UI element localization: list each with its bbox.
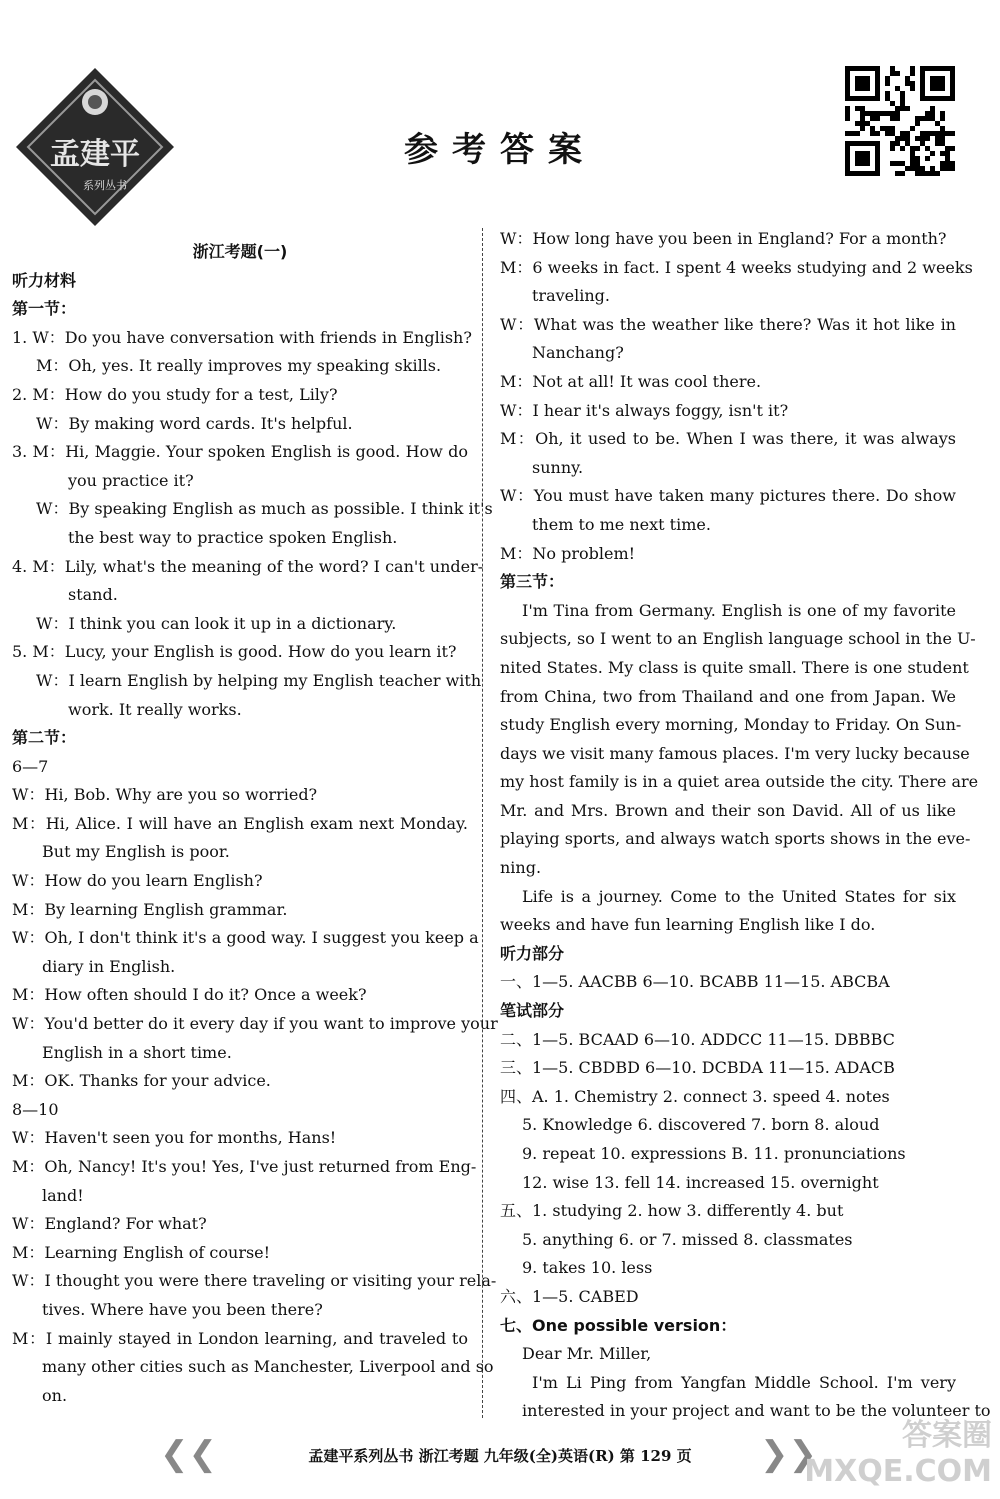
left-text-line: many other cities such as Manchester, Liverpool and so [42,1357,494,1377]
right-text-line: 一、1—5. AACBB 6—10. BCABB 11—15. ABCBA [500,972,890,992]
left-text-line: W：Haven't seen you for months, Hans! [12,1128,337,1148]
left-text-line: 8—10 [12,1099,59,1119]
left-text-line: W：I learn English by helping my English teacher with [36,670,482,690]
left-text-line: W：By making word cards. It's helpful. [36,413,353,433]
left-text-line: 5. M：Lucy, your English is good. How do you learn it? [12,642,457,662]
right-text-line: ning. [500,858,542,878]
right-text-line: 5. anything 6. or 7. missed 8. classmates [522,1229,853,1249]
right-text-line: Dear Mr. Miller, [522,1344,652,1364]
left-text-line: 第一节： [12,299,77,319]
left-text-line: M：Oh, Nancy! It's you! Yes, I've just returned from Eng- [12,1157,477,1176]
left-text-line: on. [42,1385,68,1405]
left-text-line: 6—7 [12,756,49,776]
right-text-line: 12. wise 13. fell 14. increased 15. overnight [522,1172,879,1192]
right-text-line: W：What was the weather like there? Was it hot like in [500,314,956,334]
page-title: 参考答案 [404,130,596,170]
left-text-line: the best way to practice spoken English. [68,527,398,547]
left-text-line: stand. [68,585,118,605]
left-text-line: 第二节： [12,728,77,748]
column-divider [482,228,483,1418]
left-text-line: diary in English. [42,956,176,976]
left-text-line: 4. M：Lily, what's the meaning of the word? I can't under- [12,556,484,576]
right-text-line: interested in your project and want to be the volunteer to [522,1401,991,1421]
right-text-line: W：How long have you been in England? For a month? [500,229,947,248]
next-page-arrow-icon: ❯❯ [760,1434,817,1474]
right-text-line: 七、One possible version： [500,1315,737,1335]
right-text-line: Mr. and Mrs. Brown and their son David. All of us like [500,800,956,820]
left-text-line: M：Learning English of course! [12,1242,271,1262]
left-text-line: W：How do you learn English? [12,871,263,891]
left-text-line: W：I think you can look it up in a dictionary. [36,613,397,633]
left-text-line: 听力材料 [12,270,77,290]
right-text-line: 三、1—5. CBDBD 6—10. DCBDA 11—15. ADACB [500,1058,895,1078]
right-text-line: 六、1—5. CABED [500,1286,639,1306]
left-text-line: 3. M：Hi, Maggie. Your spoken English is good. How do [12,442,468,462]
watermark-line-1: 答案圈 [902,1418,992,1453]
left-text-line: M：Hi, Alice. I will have an English exam next Monday. [12,813,468,833]
left-text-line: work. It really works. [68,699,242,719]
right-text-line: Nanchang? [532,343,624,363]
left-text-line: M：By learning English grammar. [12,899,288,919]
right-text-line: traveling. [532,286,610,306]
right-text-line: W：You must have taken many pictures there. Do show [500,486,956,506]
logo-text: 孟建平 [50,137,140,172]
right-text-line: days we visit many famous places. I'm very lucky because [500,743,970,763]
right-text-line: 9. takes 10. less [522,1258,653,1278]
left-text-line: 1. W：Do you have conversation with friends in English? [12,327,472,347]
right-text-line: 四、A. 1. Chemistry 2. connect 3. speed 4. notes [500,1086,890,1106]
right-text-line: M：6 weeks in fact. I spent 4 weeks studying and 2 weeks [500,257,973,277]
left-text-line: 浙江考题(一) [192,242,288,261]
right-text-line: 5. Knowledge 6. discovered 7. born 8. aloud [522,1115,880,1135]
prev-page-arrow-icon: ❮❮ [160,1434,217,1474]
right-text-line: 9. repeat 10. expressions B. 11. pronunciations [522,1144,906,1163]
left-text-line: land! [42,1185,84,1205]
right-text-line: my host family is in a quiet area outside the city. There are [500,772,979,792]
right-text-line: them to me next time. [532,514,711,534]
right-text-line: 二、1—5. BCAAD 6—10. ADDCC 11—15. DBBBC [500,1029,895,1049]
left-text-line: W：Hi, Bob. Why are you so worried? [12,785,318,805]
left-text-line: 2. M：How do you study for a test, Lily? [12,384,338,404]
right-text-line: from China, two from Thailand and one from Japan. We [500,686,956,706]
left-text-line: M：Oh, yes. It really improves my speaking skills. [36,356,442,376]
right-column [500,225,991,1426]
right-text-line: W：I hear it's always foggy, isn't it? [500,400,789,420]
right-text-line: sunny. [532,457,584,477]
right-text-line: I'm Tina from Germany. English is one of my favorite [522,600,956,620]
left-text-line: But my English is poor. [42,842,230,862]
right-text-line: I'm Li Ping from Yangfan Middle School. I'm very [532,1372,956,1392]
left-text-line: English in a short time. [42,1042,232,1062]
watermark-line-2: MXQE.COM [804,1454,992,1489]
left-column [12,238,498,1410]
right-text-line: 第三节： [500,572,565,592]
left-text-line: W：England? For what? [12,1214,207,1234]
right-text-line: M：No problem! [500,543,636,563]
right-text-line: M：Not at all! It was cool there. [500,371,762,391]
left-text-line: tives. Where have you been there? [42,1299,323,1319]
right-text-line: 听力部分 [500,943,565,963]
right-text-line: 五、1. studying 2. how 3. differently 4. but [500,1201,844,1221]
watermark [804,1418,992,1490]
left-text-line: W：By speaking English as much as possible. I think it's [36,499,493,519]
page-footer: 孟建平系列丛书 浙江考题 九年级(全)英语(R) 第 129 页 [308,1447,692,1465]
left-text-line: W：Oh, I don't think it's a good way. I suggest you keep a [12,928,479,948]
right-text-line: nited States. My class is quite small. There is one student [500,657,969,677]
right-text-line: playing sports, and always watch sports shows in the eve- [500,829,971,849]
left-text-line: W：You'd better do it every day if you want to improve your [12,1014,498,1034]
left-text-line: M：OK. Thanks for your advice. [12,1071,271,1091]
right-text-line: 笔试部分 [500,1001,565,1021]
left-text-line: W：I thought you were there traveling or visiting your rela- [12,1271,497,1291]
right-text-line: Life is a journey. Come to the United States for six [522,886,956,906]
logo-subtitle: 系列丛书 [83,179,127,192]
left-text-line: M：I mainly stayed in London learning, and traveled to [12,1328,468,1348]
left-text-line: M：How often should I do it? Once a week? [12,985,367,1005]
right-text-line: weeks and have fun learning English like I do. [500,915,876,935]
right-text-line: study English every morning, Monday to Friday. On Sun- [500,715,962,735]
left-text-line: you practice it? [68,470,194,490]
right-text-line: M：Oh, it used to be. When I was there, it was always [500,429,956,449]
right-text-line: subjects, so I went to an English language school in the U- [500,629,976,649]
